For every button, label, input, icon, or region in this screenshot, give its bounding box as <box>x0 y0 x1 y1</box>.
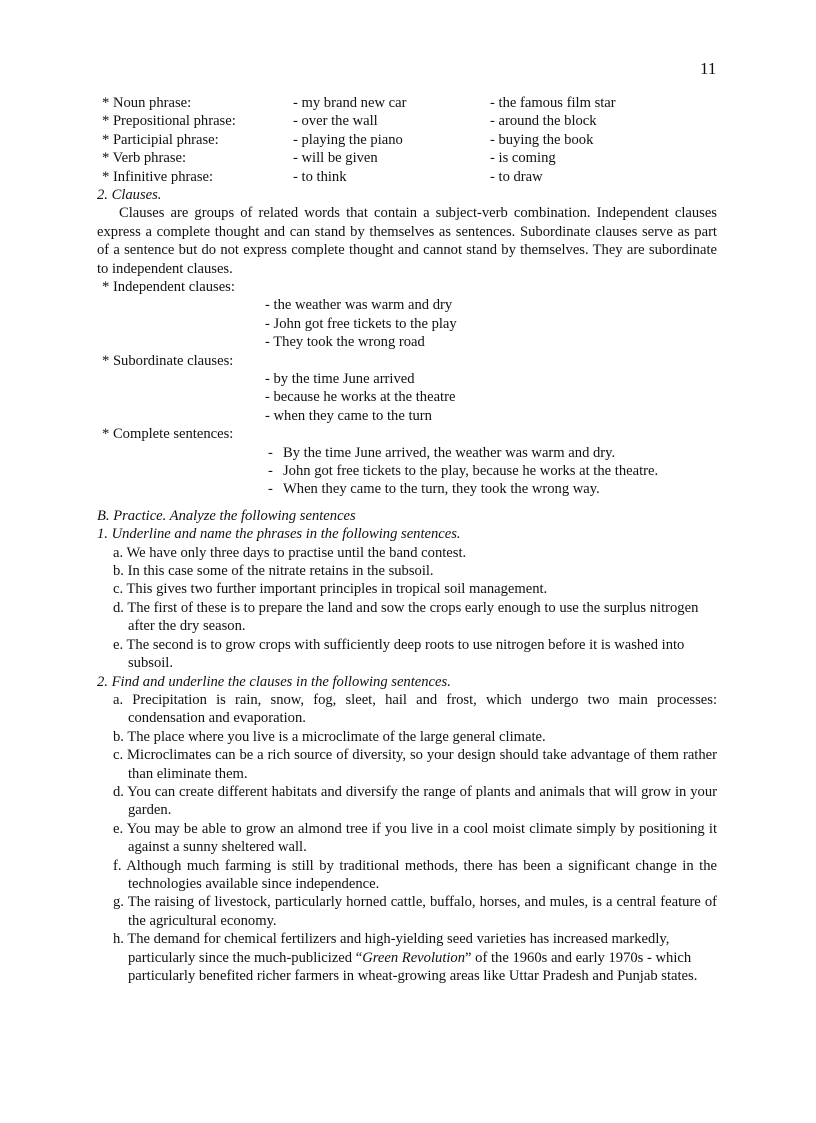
list-item: c. Microclimates can be a rich source of diversity, so your design should take advantage of them rather than eliminate them. <box>113 747 717 782</box>
clause-example: - the weather was warm and dry <box>265 297 453 314</box>
complete-sentence-text: When they came to the turn, they took the wrong way. <box>283 481 600 498</box>
list-item: c. This gives two further important principles in tropical soil management. <box>113 581 548 598</box>
complete-sentence: - John got free tickets to the play, because he works at the theatre. <box>268 463 659 480</box>
phrase-example: - buying the book <box>490 131 594 148</box>
item-text: h. The demand for chemical fertilizers and high-yielding seed varieties has increased markedly, particularly since the much-publicized “ <box>113 931 670 966</box>
complete-sentences-label: * Complete sentences: <box>102 426 234 443</box>
clauses-heading: 2. Clauses. <box>97 186 162 203</box>
subordinate-clauses-label: * Subordinate clauses: <box>102 352 234 369</box>
phrase-example: - over the wall <box>293 113 378 130</box>
list-item: d. You can create different habitats and diversify the range of plants and animals that will grow in your garden. <box>113 783 717 819</box>
phrase-example: - is coming <box>490 150 556 167</box>
phrase-row <box>97 149 717 167</box>
list-item: g. The raising of livestock, particularly horned cattle, buffalo, horses, and mules, is a central feature of the agricultural economy. <box>113 894 717 929</box>
phrase-row <box>97 112 717 130</box>
clause-example: - John got free tickets to the play <box>265 315 457 332</box>
phrase-example: - will be given <box>293 150 378 167</box>
phrase-table <box>97 94 717 186</box>
complete-sentence: - When they came to the turn, they took the wrong way. <box>268 481 600 498</box>
list-item: e. You may be able to grow an almond tree if you live in a cool moist climate simply by positioning it against a sunny sheltered wall. <box>113 820 717 856</box>
phrase-label: * Infinitive phrase: <box>102 168 214 185</box>
phrase-row <box>97 131 717 149</box>
clauses-paragraph: Clauses are groups of related words that contain a subject-verb combination. Independent clauses express a complete thought and can stand by themselves as sentences. Subordinate clauses serve as part of a sentence but do not express complete thought and cannot stand by themselves. They are subordinate to independent clauses. <box>97 205 717 277</box>
clause-example: - They took the wrong road <box>265 334 425 351</box>
phrase-label: * Participial phrase: <box>102 131 219 148</box>
list-item: d. The first of these is to prepare the land and sow the crops early enough to use the surplus nitrogen after the dry season. <box>113 599 699 635</box>
phrase-label: * Prepositional phrase: <box>102 113 236 130</box>
phrase-example: - my brand new car <box>293 95 407 111</box>
phrase-example: - to think <box>293 168 347 185</box>
phrase-example: - the famous film star <box>490 95 616 111</box>
list-item: f. Although much farming is still by traditional methods, there has been a significant change in the technologies available since independence. <box>113 857 717 892</box>
phrase-row <box>97 168 717 186</box>
item-text-italic: Green Revolution <box>362 949 466 966</box>
list-item: b. In this case some of the nitrate retains in the subsoil. <box>113 563 434 580</box>
complete-sentence-text: By the time June arrived, the weather was warm and dry. <box>283 444 616 461</box>
practice-heading: B. Practice. Analyze the following sentences <box>97 507 356 524</box>
phrase-example: - to draw <box>490 168 543 185</box>
phrase-row <box>97 94 717 112</box>
list-item: b. The place where you live is a microclimate of the large general climate. <box>113 728 546 745</box>
list-item: a. We have only three days to practise until the band contest. <box>113 544 467 561</box>
list-item: e. The second is to grow crops with sufficiently deep roots to use nitrogen before it is washed into subsoil. <box>113 636 685 672</box>
phrase-label: * Verb phrase: <box>102 150 187 167</box>
complete-sentence: - By the time June arrived, the weather was warm and dry. <box>268 444 616 461</box>
list-item <box>97 930 717 985</box>
complete-sentence-text: John got free tickets to the play, because he works at the theatre. <box>283 463 659 480</box>
task2-title: 2. Find and underline the clauses in the following sentences. <box>97 673 451 690</box>
clause-example: - because he works at the theatre <box>265 389 456 406</box>
task1-list <box>97 544 717 673</box>
phrase-example: - around the block <box>490 113 597 130</box>
independent-clauses-label: * Independent clauses: <box>102 278 235 295</box>
clause-example: - when they came to the turn <box>265 407 432 424</box>
task1-title: 1. Underline and name the phrases in the following sentences. <box>97 526 461 543</box>
page-content <box>97 94 717 985</box>
list-item: a. Precipitation is rain, snow, fog, sleet, hail and frost, which undergo two main processes: condensation and evaporation. <box>113 691 717 727</box>
phrase-label: * Noun phrase: <box>102 95 192 111</box>
page-number: 11 <box>700 59 717 78</box>
clause-example: - by the time June arrived <box>265 371 415 388</box>
item-text: ” of the 1960s and early 1970s - which particularly benefited richer farmers in wheat-growing areas like Uttar Pradesh and Punjab states. <box>128 949 698 985</box>
phrase-example: - playing the piano <box>293 131 403 148</box>
task2-list <box>97 691 717 986</box>
